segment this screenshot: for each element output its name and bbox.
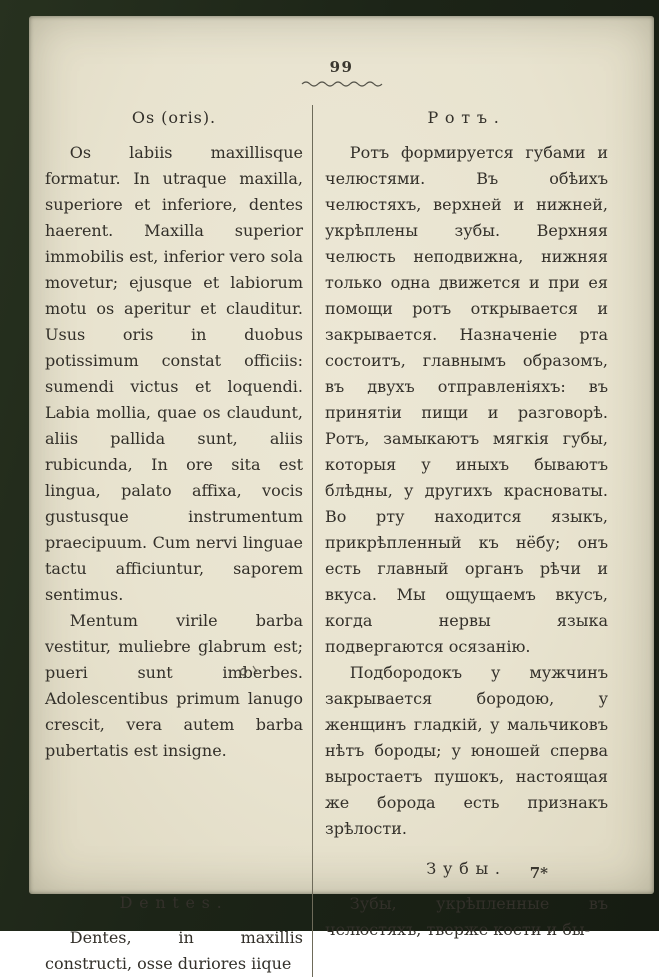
ink-smudge [237,664,263,680]
russian-section-heading-zuby: Зубы. [426,859,507,878]
latin-paragraph-1: Os labiis maxillisque formatur. In utraque maxilla, superiore et inferiore, dentes haerent. Maxilla superior immobilis est, inferior vero sola movetur; ejusque et labiorum motu os aperitur et clauditur. Usus oris in duobus potissimum constat officiis: sumendi victus et loquendi. Labia mollia, quae os claudunt, aliis pallida sunt, aliis rubicunda, In ore sita est lingua, palato affixa, vocis gustusque instrumentum praecipuum. Cum nervi linguae tactu afficiuntur, saporem sentimus. [45,143,303,604]
squiggle-ornament [299,79,385,89]
russian-section-heading-rot: Ротъ. [427,108,506,127]
two-column-text [45,105,608,977]
book-page [29,16,654,973]
latin-column [45,105,312,977]
signature-mark: 7* [529,864,548,882]
page-number: 99 [329,58,354,76]
latin-paragraph-2: Mentum virile barba vestitur, muliebre glabrum est; pueri sunt imberbes. Adolescentibus primum lanugo crescit, vera autem barba pubertatis est insigne. [45,611,303,760]
latin-section-heading-dentes: Dentes. [119,893,229,912]
russian-column [313,105,608,977]
russian-paragraph-3: Зубы, укрѣпленные въ челюстяхъ, тверже кости и бы- [325,894,608,939]
latin-paragraph-3: Dentes, in maxillis constructi, osse duriores iique [45,928,303,973]
page-header [29,16,654,89]
russian-paragraph-1: Ротъ формируется губами и челюстями. Въ обѣихъ челюстяхъ, верхней и нижней, укрѣплены зубы. Верхняя челюсть неподвижна, нижняя только одна движется и при ея помощи ротъ открывается и закрывается. Назначеніе рта состоитъ, главнымъ образомъ, въ двухъ отправленіяхъ: въ принятіи пищи и разговорѣ. Ротъ, замыкаютъ мягкія губы, которыя у иныхъ бываютъ блѣдны, у другихъ красноваты. Во рту находится языкъ, прикрѣпленный къ нёбу; онъ есть главный органъ рѣчи и вкуса. Мы ощущаемъ вкусъ, когда нервы языка подвергаются осязанію. [325,143,608,656]
latin-section-heading-os: Os (oris). [131,108,217,127]
russian-paragraph-2: Подбородокъ у мужчинъ закрывается бородою, у женщинъ гладкій, у мальчиковъ нѣтъ бороды; у юношей сперва выростаетъ пушокъ, настоящая же борода есть признакъ зрѣлости. [325,663,608,838]
